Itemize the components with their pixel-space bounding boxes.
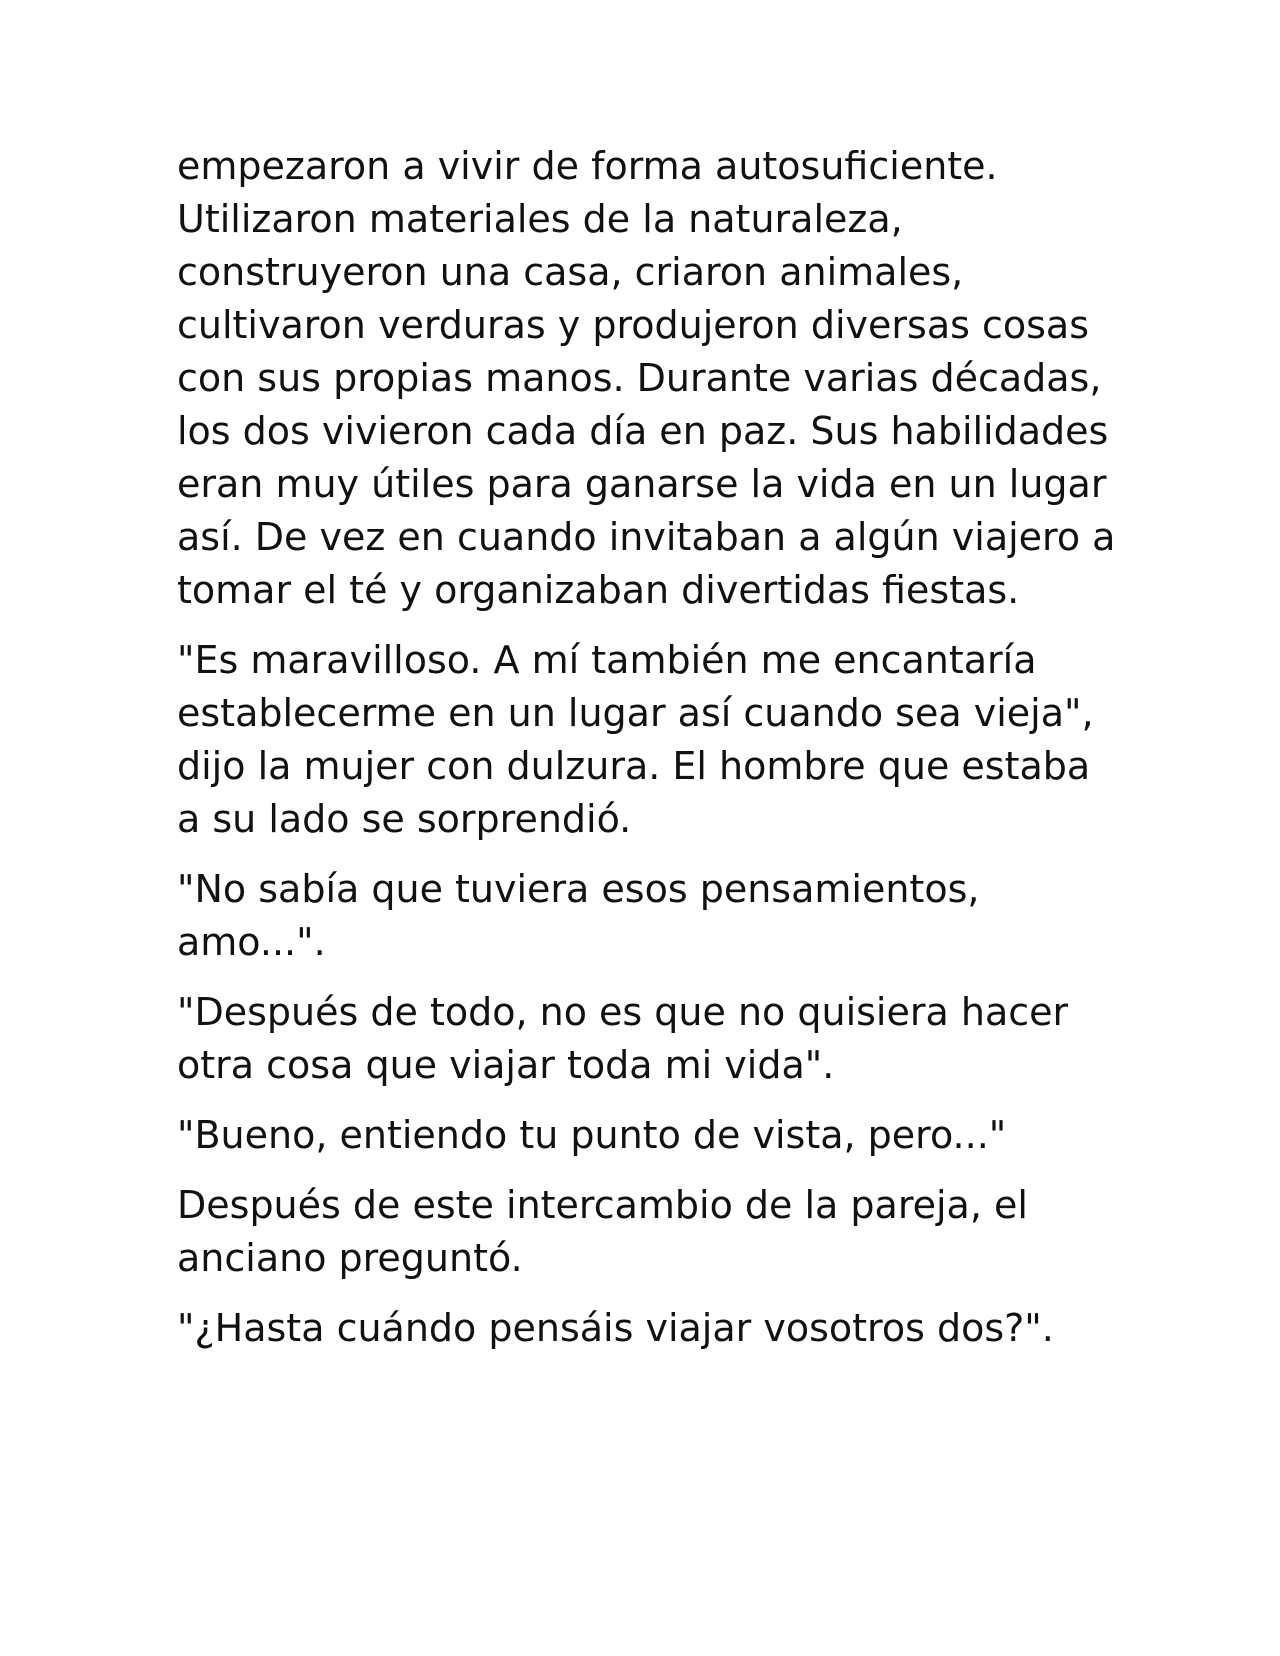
- paragraph-3: "No sabía que tuviera esos pensamientos, amo...".: [177, 867, 980, 964]
- paragraph-2: "Es maravilloso. A mí también me encantaría establecerme en un lugar así cuando sea vieja", dijo la mujer con dulzura. El hombre que estaba a su lado se sorprendió.: [177, 638, 1094, 841]
- document-page: [177, 140, 1117, 1372]
- paragraph-6: Después de este intercambio de la pareja, el anciano preguntó.: [177, 1183, 1028, 1280]
- paragraph-5: "Bueno, entiendo tu punto de vista, pero...": [177, 1113, 1007, 1157]
- paragraph-4: "Después de todo, no es que no quisiera hacer otra cosa que viajar toda mi vida".: [177, 990, 1069, 1087]
- paragraph-1: empezaron a vivir de forma autosuficiente. Utilizaron materiales de la naturaleza, construyeron una casa, criaron animales, cultivaron verduras y produjeron diversas cosas con sus propias manos. Durante varias décadas, los dos vivieron cada día en paz. Sus habilidades eran muy útiles para ganarse la vida en un lugar así. De vez en cuando invitaban a algún viajero a tomar el té y organizaban divertidas fiestas.: [177, 144, 1116, 612]
- paragraph-7: "¿Hasta cuándo pensáis viajar vosotros dos?".: [177, 1306, 1054, 1350]
